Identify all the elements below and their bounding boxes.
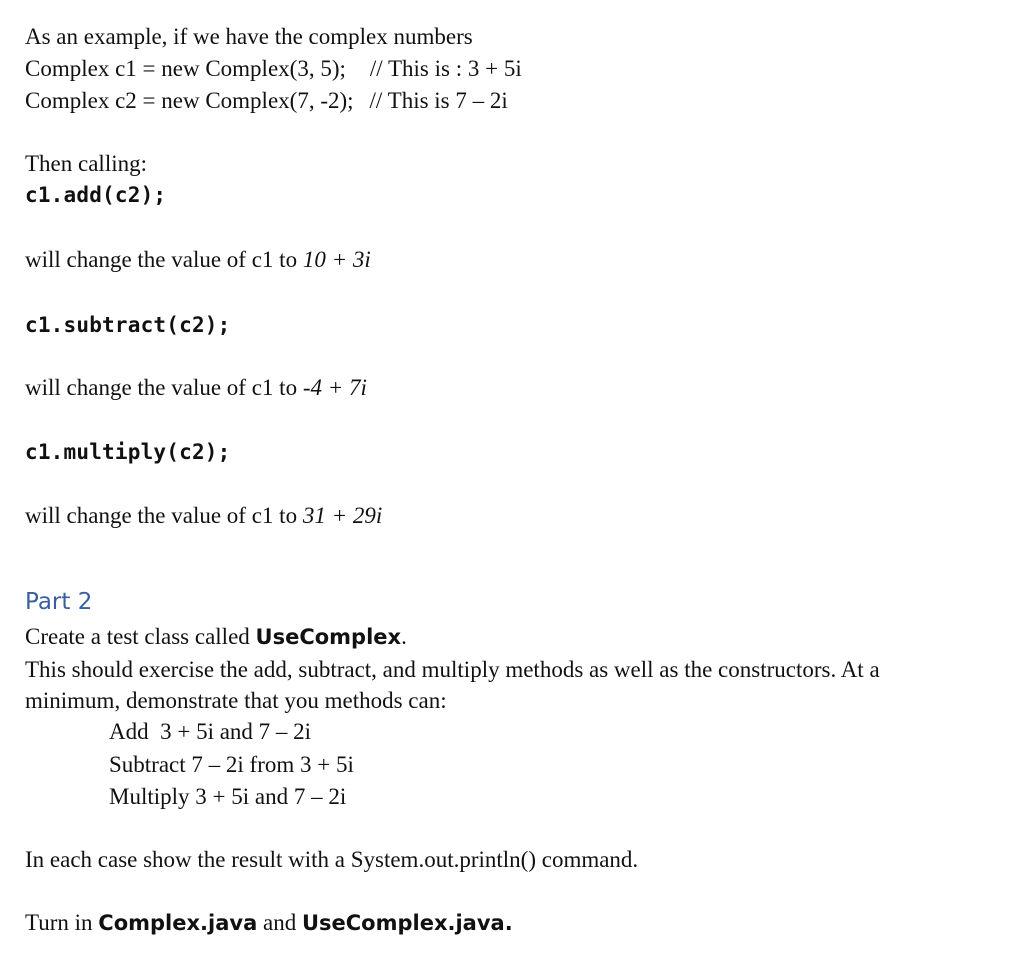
turn-in-file-complex: Complex.java [98,911,258,935]
turn-in-file-usecomplex: UseComplex.java. [301,911,513,935]
c2-comment: // This is 7 – 2i [369,88,508,113]
exercise-line-2: minimum, demonstrate that you methods can: [25,688,447,713]
subtract-result-value: -4 + 7i [302,375,367,400]
c1-code: Complex c1 = new Complex(3, 5); [25,56,346,81]
list-item-multiply: Multiply 3 + 5i and 7 – 2i [109,784,347,809]
turn-in-line [25,908,513,938]
list-item-add: Add 3 + 5i and 7 – 2i [109,719,312,744]
list-item-subtract: Subtract 7 – 2i from 3 + 5i [109,752,354,777]
c2-code: Complex c2 = new Complex(7, -2); [25,88,354,113]
multiply-result-value: 31 + 29i [302,503,383,528]
add-result-line [25,245,371,275]
add-call-code: c1.add(c2); [25,183,167,207]
create-class-line [25,622,407,652]
c1-comment: // This is : 3 + 5i [369,56,522,81]
c2-declaration [25,86,508,116]
intro-line: As an example, if we have the complex numbers [25,24,473,49]
part2-heading: Part 2 [25,589,93,615]
create-prefix: Create a test class called [25,624,256,649]
create-class-name: UseComplex [255,625,402,649]
create-suffix: . [401,624,407,649]
println-instruction: In each case show the result with a System.out.println() command. [25,847,639,872]
then-calling-label: Then calling: [25,151,147,176]
subtract-result-prefix: will change the value of c1 to [25,375,303,400]
turn-in-and: and [257,910,302,935]
multiply-result-line [25,501,382,531]
turn-in-prefix: Turn in [25,910,99,935]
subtract-result-line [25,373,367,403]
multiply-call-code: c1.multiply(c2); [25,440,231,464]
multiply-result-prefix: will change the value of c1 to [25,503,303,528]
exercise-line-1: This should exercise the add, subtract, and multiply methods as well as the constructors. At a [25,657,880,682]
subtract-call-code: c1.subtract(c2); [25,313,231,337]
add-result-value: 10 + 3i [302,247,371,272]
add-result-prefix: will change the value of c1 to [25,247,303,272]
c1-declaration [25,54,522,84]
